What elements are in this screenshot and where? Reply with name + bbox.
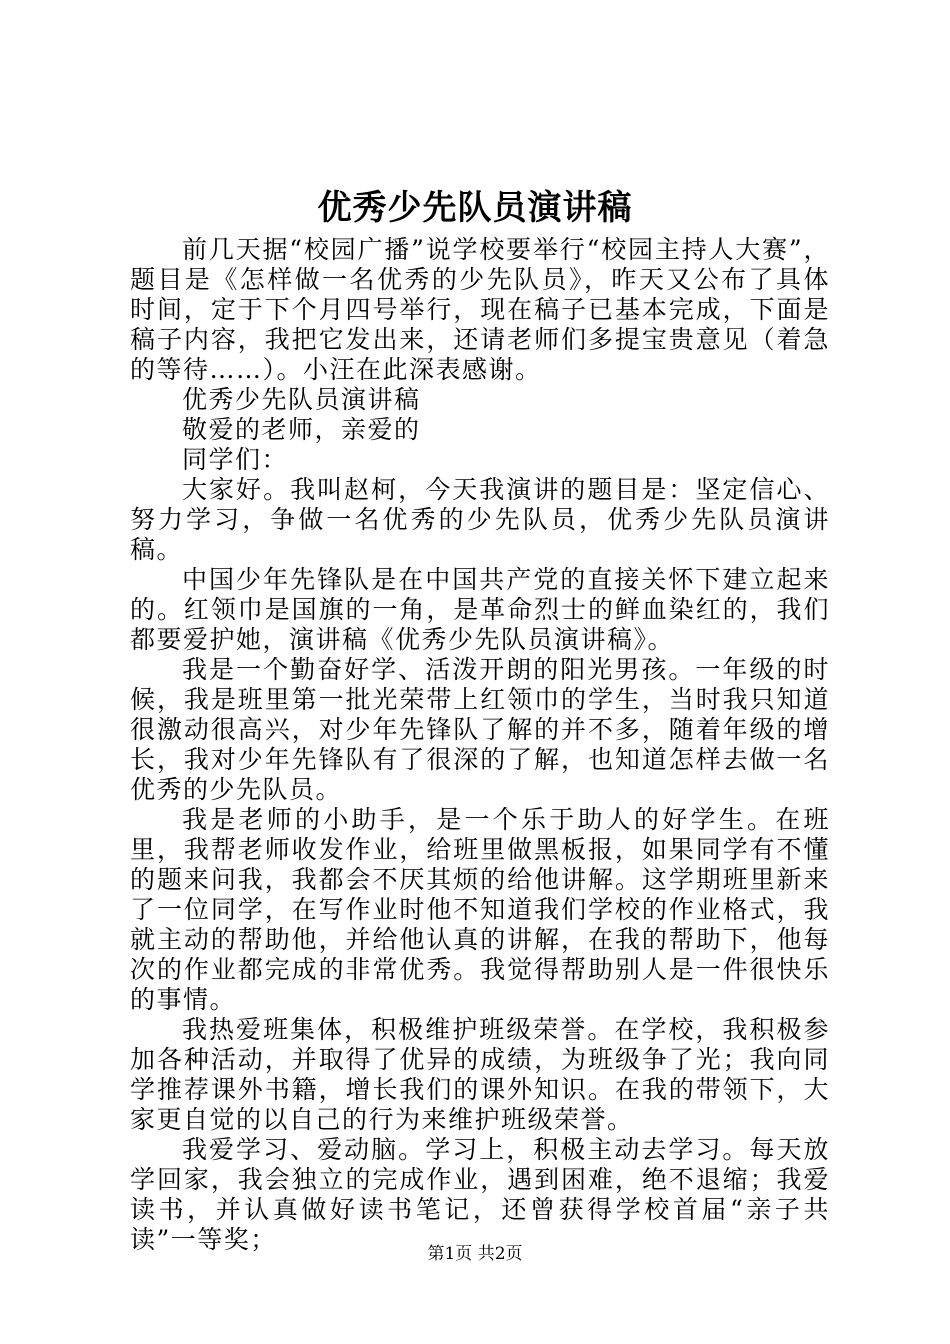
paragraph-study: 我爱学习、爱动脑。学习上，积极主动去学习。每天放学回家，我会独立的完成作业，遇到困难，绝不退缩；我爱读书，并认真做好读书笔记，还曾获得学校首届“亲子共读”一等奖； — [130, 1135, 830, 1254]
paragraph-salutation-cont: 同学们： — [182, 445, 289, 474]
paragraph-intro: 前几天据“校园广播”说学校要举行“校园主持人大赛”，题目是《怎样做一名优秀的少先队员》，昨天又公布了具体时间，定于下个月四号举行，现在稿子已基本完成，下面是稿子内容，我把它发出来，还请老师们多提宝贵意见（着急的等待……）。小汪在此深表感谢。 — [130, 235, 830, 384]
paragraph-pioneers: 中国少年先锋队是在中国共产党的直接关怀下建立起来的。红领巾是国旗的一角，是革命烈士的鲜血染红的，我们都要爱护她，演讲稿《优秀少先队员演讲稿》。 — [130, 565, 830, 654]
paragraph-class-honor: 我热爱班集体，积极维护班级荣誉。在学校，我积极参加各种活动，并取得了优异的成绩，为班级争了光；我向同学推荐课外书籍，增长我们的课外知识。在我的带领下，大家更自觉的以自己的行为来维护班级荣誉。 — [130, 1015, 830, 1134]
document-title: 优秀少先队员演讲稿 — [317, 188, 633, 228]
paragraph-self-intro: 我是一个勤奋好学、活泼开朗的阳光男孩。一年级的时候，我是班里第一批光荣带上红领巾的学生，当时我只知道很激动很高兴，对少年先锋队了解的并不多，随着年级的增长，我对少年先锋队有了很深的了解，也知道怎样去做一名优秀的少先队员。 — [130, 655, 830, 804]
paragraph-helper: 我是老师的小助手，是一个乐于助人的好学生。在班里，我帮老师收发作业，给班里做黑板报，如果同学有不懂的题来问我，我都会不厌其烦的给他讲解。这学期班里新来了一位同学，在写作业时他不知道我们学校的作业格式，我就主动的帮助他，并给他认真的讲解，在我的帮助下，他每次的作业都完成的非常优秀。我觉得帮助别人是一件很快乐的事情。 — [130, 805, 830, 1014]
paragraph-salutation: 敬爱的老师，亲爱的 — [182, 415, 421, 444]
page-footer: 第1页 共2页 — [427, 1244, 523, 1264]
paragraph-speech-title: 优秀少先队员演讲稿 — [182, 385, 421, 414]
paragraph-greeting: 大家好。我叫赵柯，今天我演讲的题目是：坚定信心、努力学习，争做一名优秀的少先队员，优秀少先队员演讲稿。 — [130, 475, 830, 564]
document-body — [130, 235, 830, 1255]
